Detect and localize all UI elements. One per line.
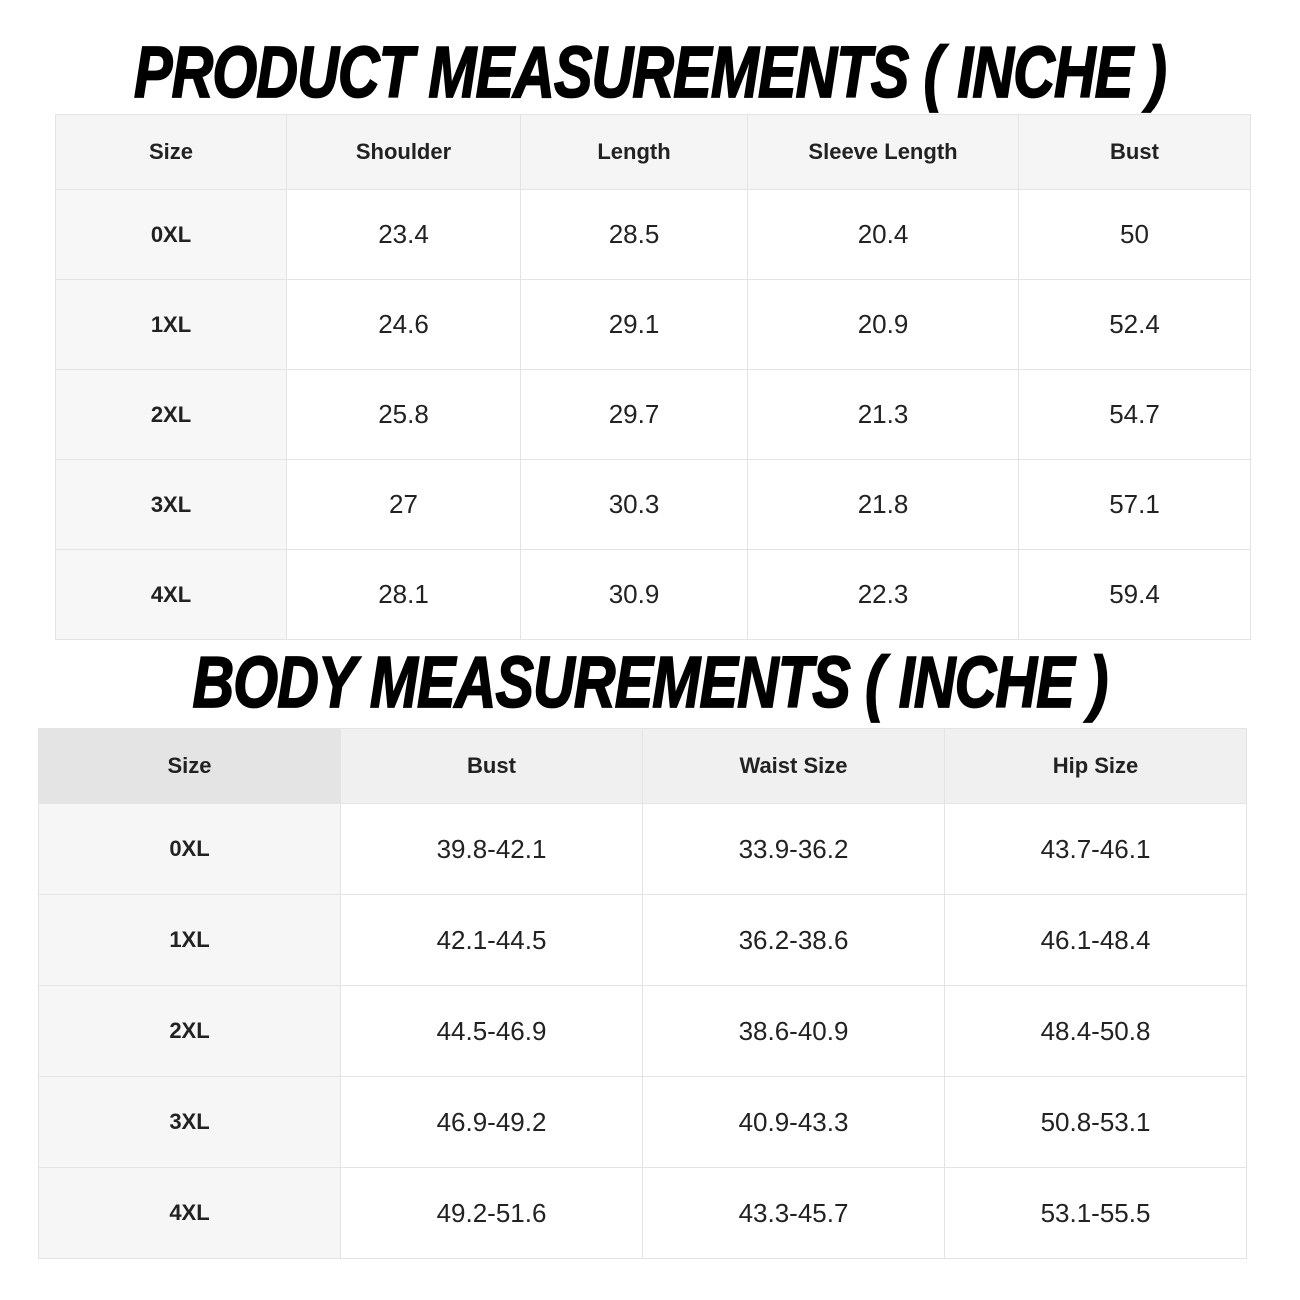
column-header-size: Size <box>39 729 341 804</box>
measurement-value: 48.4-50.8 <box>945 986 1247 1077</box>
table-row <box>39 895 1247 986</box>
measurement-value: 43.7-46.1 <box>945 804 1247 895</box>
measurement-value: 40.9-43.3 <box>643 1077 945 1168</box>
table-row <box>39 986 1247 1077</box>
body-measurements-title: BODY MEASUREMENTS ( INCHE ) <box>192 643 1108 723</box>
measurement-value: 54.7 <box>1019 370 1251 460</box>
size-label: 4XL <box>39 1168 341 1259</box>
size-label: 3XL <box>39 1077 341 1168</box>
measurement-value: 28.5 <box>521 190 748 280</box>
size-label: 2XL <box>56 370 287 460</box>
measurement-value: 52.4 <box>1019 280 1251 370</box>
measurement-value: 44.5-46.9 <box>341 986 643 1077</box>
column-header-waist-size: Waist Size <box>643 729 945 804</box>
size-label: 1XL <box>56 280 287 370</box>
measurement-value: 39.8-42.1 <box>341 804 643 895</box>
measurement-value: 23.4 <box>287 190 521 280</box>
measurement-value: 46.1-48.4 <box>945 895 1247 986</box>
column-header-bust: Bust <box>1019 115 1251 190</box>
measurement-value: 21.8 <box>748 460 1019 550</box>
body-measurements-table <box>38 728 1247 1259</box>
table-row <box>56 370 1251 460</box>
table-row <box>56 550 1251 640</box>
table-row <box>56 190 1251 280</box>
column-header-bust: Bust <box>341 729 643 804</box>
measurement-value: 28.1 <box>287 550 521 640</box>
measurement-value: 50.8-53.1 <box>945 1077 1247 1168</box>
measurement-value: 21.3 <box>748 370 1019 460</box>
measurement-value: 49.2-51.6 <box>341 1168 643 1259</box>
column-header-sleeve-length: Sleeve Length <box>748 115 1019 190</box>
table-row <box>56 460 1251 550</box>
measurement-value: 20.9 <box>748 280 1019 370</box>
measurement-value: 22.3 <box>748 550 1019 640</box>
body-table-header-row <box>39 729 1247 804</box>
measurement-value: 27 <box>287 460 521 550</box>
measurement-value: 24.6 <box>287 280 521 370</box>
column-header-hip-size: Hip Size <box>945 729 1247 804</box>
table-row <box>39 1077 1247 1168</box>
measurement-value: 46.9-49.2 <box>341 1077 643 1168</box>
measurement-value: 20.4 <box>748 190 1019 280</box>
measurement-value: 53.1-55.5 <box>945 1168 1247 1259</box>
measurement-value: 57.1 <box>1019 460 1251 550</box>
measurement-value: 43.3-45.7 <box>643 1168 945 1259</box>
product-measurements-table <box>55 114 1251 640</box>
size-label: 3XL <box>56 460 287 550</box>
measurement-value: 50 <box>1019 190 1251 280</box>
column-header-size: Size <box>56 115 287 190</box>
measurement-value: 38.6-40.9 <box>643 986 945 1077</box>
size-label: 0XL <box>56 190 287 280</box>
measurement-value: 30.9 <box>521 550 748 640</box>
size-label: 1XL <box>39 895 341 986</box>
product-table-header-row <box>56 115 1251 190</box>
column-header-length: Length <box>521 115 748 190</box>
measurement-value: 36.2-38.6 <box>643 895 945 986</box>
measurement-value: 25.8 <box>287 370 521 460</box>
table-row <box>39 804 1247 895</box>
column-header-shoulder: Shoulder <box>287 115 521 190</box>
size-label: 4XL <box>56 550 287 640</box>
size-label: 0XL <box>39 804 341 895</box>
measurement-value: 29.7 <box>521 370 748 460</box>
measurement-value: 30.3 <box>521 460 748 550</box>
product-measurements-title: PRODUCT MEASUREMENTS ( INCHE ) <box>133 33 1166 113</box>
table-row <box>39 1168 1247 1259</box>
measurement-value: 59.4 <box>1019 550 1251 640</box>
table-row <box>56 280 1251 370</box>
measurement-value: 42.1-44.5 <box>341 895 643 986</box>
measurement-value: 33.9-36.2 <box>643 804 945 895</box>
size-label: 2XL <box>39 986 341 1077</box>
measurement-value: 29.1 <box>521 280 748 370</box>
